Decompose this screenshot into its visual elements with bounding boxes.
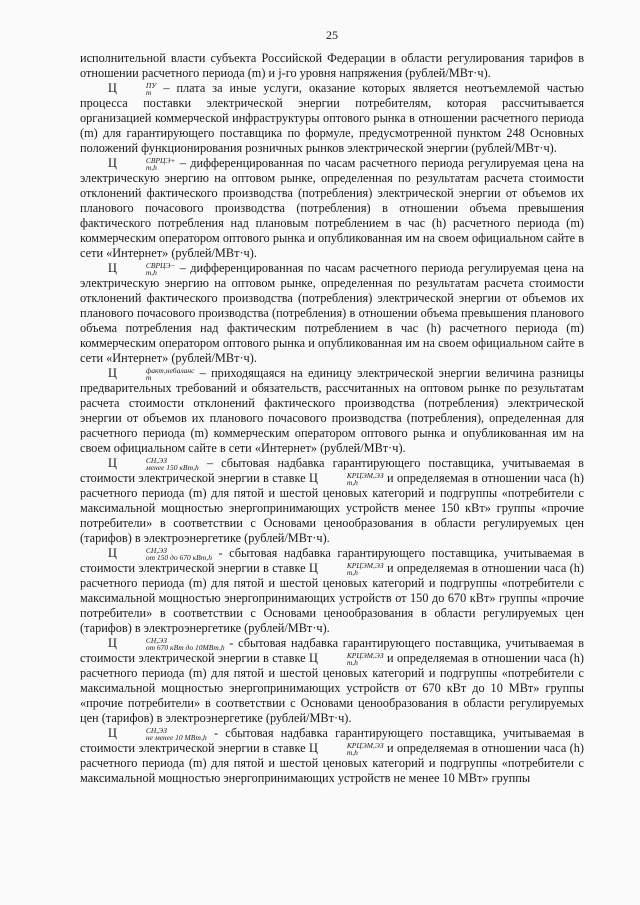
formula-symbol-inline: Ц КРЦЭМ,ЭЗ m,h [308, 561, 384, 577]
paragraph-text: и определяемая в отношении часа (h) расчетного периода (m) для пятой и шестой ценовых категорий и подгруппы «потребители с максимальной мощностью энергопринимающих устройств не менее 10 МВт» группы [80, 741, 584, 785]
paragraph-text: - сбытовая надбавка гарантирующего поставщика, учитываемая в стоимости электрической энергии в ставке [80, 546, 584, 575]
paragraph-text: исполнительной власти субъекта Российской Федерации в области регулирования тарифов в отношении расчетного периода (m) и j-го уровня напряжения (рублей/МВт·ч). [80, 51, 584, 80]
formula-symbol: Ц факт,небаланс m [108, 366, 195, 382]
formula-symbol-inline: Ц КРЦЭМ,ЭЗ m,h [308, 741, 384, 757]
paragraph-6 [80, 546, 584, 636]
paragraph-2 [80, 156, 584, 261]
paragraph-text: – плата за иные услуги, оказание которых является неотъемлемой частью процесса поставки электрической энергии потребителям, которая рассчитывается организацией коммерческой инфраструктуры оптового рынка в отношении расчетного периода (m) для гарантирующего поставщика по формуле, предусмотренной пунктом 248 Основных положений функционирования розничных рынков электрической энергии (рублей/МВт·ч). [80, 81, 584, 155]
paragraph-text: и определяемая в отношении часа (h) расчетного периода (m) для пятой и шестой ценовых категорий и подгруппы «потребители с максимальной мощностью энергопринимающих устройств менее 150 кВт» группы «прочие потребители» в соответствии с Основами ценообразования в области регулируемых цен (тарифов) в электроэнергетике (рублей/МВт·ч). [80, 471, 584, 545]
formula-symbol: Ц СН,ЭЗ менее 150 кВт,h [108, 456, 199, 472]
paragraph-text: и определяемая в отношении часа (h) расчетного периода (m) для пятой и шестой ценовых категорий и подгруппы «потребители с максимальной мощностью энергопринимающих устройств от 150 до 670 кВт» группы «прочие потребители» в соответствии с Основами ценообразования в области регулируемых цен (тарифов) в электроэнергетике (рублей/МВт·ч). [80, 561, 584, 635]
paragraph-8 [80, 726, 584, 786]
page-number: 25 [326, 28, 338, 42]
formula-symbol: Ц СВРЦЭ− m,h [108, 261, 176, 277]
formula-symbol: Ц ПУ m [108, 81, 157, 97]
formula-symbol-inline: Ц КРЦЭМ,ЭЗ m,h [308, 651, 384, 667]
formula-symbol: Ц СН,ЭЗ не менее 10 МВт,h [108, 726, 207, 742]
paragraph-4 [80, 366, 584, 456]
formula-symbol: Ц СН,ЭЗ от 670 кВт до 10МВт,h [108, 636, 225, 652]
paragraph-text: – приходящаяся на единицу электрической энергии величина разницы предварительных требований и обязательств, рассчитанных на оптовом рынке по результатам расчета стоимости отклонений фактического производства (потребления) электрической энергии от объемов их планового почасового производства (потребления), определенная для расчетного периода (m) коммерческим оператором оптового рынка и опубликованная им на своем официальном сайте в сети «Интернет» (рублей/МВт·ч). [80, 366, 584, 455]
paragraph-1 [80, 81, 584, 156]
paragraph-5 [80, 456, 584, 546]
paragraph-0 [80, 51, 584, 81]
paragraph-text: - сбытовая надбавка гарантирующего поставщика, учитываемая в стоимости электрической энергии в ставке [80, 726, 584, 755]
paragraph-text: – сбытовая надбавка гарантирующего поставщика, учитываемая в стоимости электрической энергии в ставке [80, 456, 584, 485]
paragraph-text: - сбытовая надбавка гарантирующего поставщика, учитываемая в стоимости электрической энергии в ставке [80, 636, 584, 665]
paragraph-7 [80, 636, 584, 726]
paragraph-text: и определяемая в отношении часа (h) расчетного периода (m) для пятой и шестой ценовых категорий и подгруппы «потребители с максимальной мощностью энергопринимающих устройств от 670 кВт до 10 МВт» группы «прочие потребители» в соответствии с Основами ценообразования в области регулируемых цен (тарифов) в электроэнергетике (рублей/МВт·ч). [80, 651, 584, 725]
paragraph-3 [80, 261, 584, 366]
formula-symbol-inline: Ц КРЦЭМ,ЭЗ m,h [308, 471, 384, 487]
paragraph-text: – дифференцированная по часам расчетного периода регулируемая цена на электрическую энергию на оптовом рынке, определенная по результатам расчета стоимости отклонений фактического производства (потребления) электрической энергии от объемов их планового почасового производства (потребления) в отношении объема превышения фактического потребления над плановым потреблением в час (h) расчетного периода (m) коммерческим оператором оптового рынка и опубликованная им на своем официальном сайте в сети «Интернет» (рублей/МВт·ч). [80, 156, 584, 260]
formula-symbol: Ц СВРЦЭ+ m,h [108, 156, 176, 172]
paragraph-text: – дифференцированная по часам расчетного периода регулируемая цена на электрическую энергию на оптовом рынке, определенная по результатам расчета стоимости отклонений фактического производства (потребления) электрической энергии от объемов их планового почасового производства (потребления) в отношении объема превышения планового объема потребления над фактическим потреблением в час (h) расчетного периода (m) коммерческим оператором оптового рынка и опубликованная им на своем официальном сайте в сети «Интернет» (рублей/МВт·ч). [80, 261, 584, 365]
formula-symbol: Ц СН,ЭЗ от 150 до 670 кВт,h [108, 546, 213, 562]
